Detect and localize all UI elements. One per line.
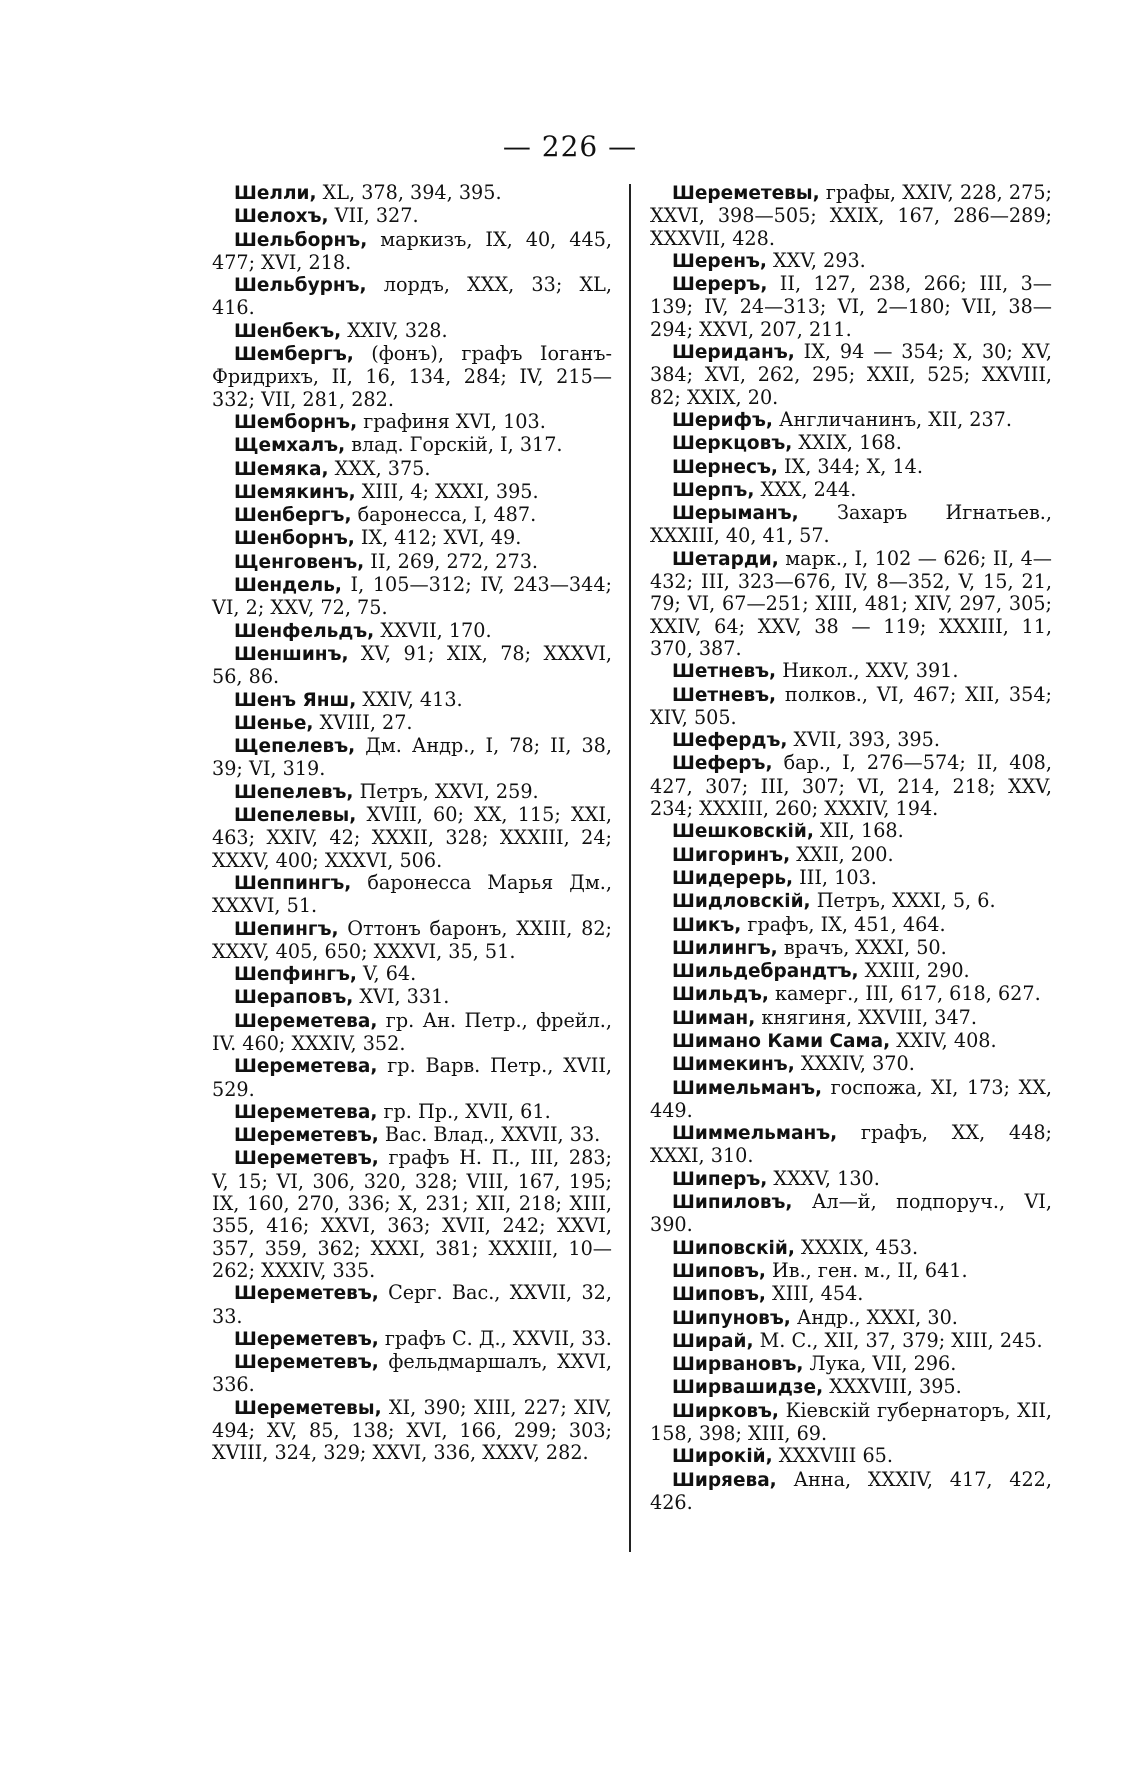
entry-references: XXIV, 408. (890, 1028, 997, 1052)
entry-references: бар., I, 276—574; II, 408, 427, 307; III, 307; VI, 214, 218; XXV, 234; XXXIII, 260; XXXIV, 194. (650, 751, 1052, 821)
index-entry (650, 1307, 1052, 1330)
index-entry (650, 1122, 1052, 1168)
entry-references: III, 103. (793, 865, 877, 889)
entry-name: Шилингъ, (672, 937, 778, 959)
entry-references: XI, 390; XIII, 227; XIV, 494; XV, 85, 138; XVI, 166, 299; 303; XVIII, 324, 329; XXVI, 336, XXXV, 282. (212, 1395, 612, 1465)
entry-name: Шидерерь, (672, 867, 794, 889)
entry-references: лордъ, XXX, 33; XL, 416. (212, 273, 612, 320)
entry-references: V, 64. (356, 962, 417, 986)
entry-name: Шиперъ, (672, 1168, 768, 1190)
entry-name: Шемборнъ, (234, 411, 358, 433)
entry-name: Шереметева, (234, 1056, 378, 1078)
entry-name: Шенье, (234, 712, 314, 734)
entry-references: VII, 327. (328, 204, 419, 228)
index-entry (650, 1191, 1052, 1237)
entry-name: Ширвановъ, (672, 1354, 804, 1376)
entry-name: Шетарди, (672, 548, 779, 570)
entry-name: Шеппингъ, (234, 872, 352, 894)
entry-references: XVII, 393, 395. (787, 728, 940, 752)
index-entry (212, 1101, 612, 1124)
left-column (212, 182, 612, 1465)
entry-name: Шильдъ, (672, 984, 769, 1006)
entry-name: Щепелевъ, (234, 736, 356, 758)
index-entry (650, 890, 1052, 913)
index-entry (212, 458, 612, 481)
entry-references: II, 127, 238, 266; III, 3—139; IV, 24—313; VI, 2—180; VII, 38—294; XXVI, 207, 211. (650, 272, 1052, 341)
index-entry (212, 205, 612, 228)
entry-references: Англичанинъ, XII, 237. (772, 407, 1012, 431)
entry-name: Щенговенъ, (234, 551, 365, 573)
index-entry (650, 250, 1052, 273)
entry-name: Шигоринъ, (672, 844, 791, 866)
entry-name: Шельбурнъ, (234, 275, 367, 297)
index-entry (650, 1260, 1052, 1283)
entry-references: XV, 91; XIX, 78; XXXVI, 56, 86. (212, 641, 612, 689)
index-entry (650, 432, 1052, 455)
entry-name: Шепингъ, (234, 918, 339, 940)
entry-references: гр. Пр., XVII, 61. (377, 1099, 551, 1123)
index-entry (212, 804, 612, 872)
entry-name: Шембергъ, (234, 344, 354, 366)
index-entry (650, 1445, 1052, 1468)
entry-name: Шернесъ, (672, 456, 778, 478)
entry-references: Никол., XXV, 391. (776, 659, 959, 683)
entry-name: Шиповъ, (672, 1284, 766, 1306)
index-entry (212, 527, 612, 550)
entry-name: Шепфингъ, (234, 964, 357, 986)
entry-references: XII, 168. (813, 819, 904, 843)
entry-name: Шельборнъ, (234, 229, 368, 251)
entry-references: графы, XXIV, 228, 275; XXVI, 398—505; XXIX, 167, 286—289; XXXVII, 428. (650, 181, 1052, 250)
index-entry (212, 781, 612, 804)
entry-references: Серг. Вас., XXVII, 32, 33. (212, 1281, 612, 1328)
index-entry (212, 1328, 612, 1351)
entry-name: Шереръ, (672, 274, 768, 296)
entry-references: камерг., III, 617, 618, 627. (768, 982, 1041, 1006)
entry-name: Шимельманъ, (672, 1077, 823, 1099)
entry-name: Ширвашидзе, (672, 1377, 824, 1399)
entry-references: врачъ, XXXI, 50. (777, 935, 947, 959)
index-entry (650, 983, 1052, 1006)
index-entry (650, 1330, 1052, 1353)
entry-references: графъ, IX, 451, 464. (741, 912, 946, 936)
entry-name: Ширковъ, (672, 1400, 779, 1422)
entry-references: маркизъ, IX, 40, 445, 477; XVI, 218. (212, 227, 612, 274)
entry-references: баронесса, I, 487. (351, 503, 537, 527)
entry-name: Шереметевъ, (234, 1125, 379, 1147)
entry-name: Щемхалъ, (234, 435, 346, 457)
entry-name: Шенбергъ, (234, 505, 352, 527)
entry-name: Шеркцовъ, (672, 433, 793, 455)
entry-references: IX, 94 — 354; X, 30; XV, 384; XVI, 262, 295; XXII, 525; XXVIII, 82; XXIX, 20. (650, 340, 1052, 409)
entry-name: Шелохъ, (234, 206, 329, 228)
index-entry (212, 229, 612, 275)
index-entry (212, 872, 612, 918)
index-entry (212, 986, 612, 1009)
entry-references: XL, 378, 394, 395. (316, 181, 502, 204)
entry-name: Шенбекъ, (234, 320, 342, 342)
entry-references: XXIX, 168. (792, 431, 902, 455)
entry-references: Петръ, XXXI, 5, 6. (810, 889, 996, 913)
index-entry (212, 1124, 612, 1147)
entry-references: гр. Варв. Петр., XVII, 529. (212, 1054, 612, 1101)
entry-references: I, 105—312; IV, 243—344; VI, 2; XXV, 72, 75. (212, 573, 612, 620)
index-entry (212, 343, 612, 411)
entry-references: баронесса Марья Дм., XXXVI, 51. (212, 870, 612, 918)
entry-references: XXXVIII 65. (772, 1444, 893, 1468)
index-entry (650, 409, 1052, 432)
index-entry (212, 918, 612, 964)
entry-name: Шиман, (672, 1007, 756, 1029)
entry-references: госпожа, XI, 173; XX, 449. (650, 1075, 1052, 1122)
entry-references: влад. Горскій, I, 317. (345, 433, 563, 457)
index-entry (650, 820, 1052, 843)
index-entry (650, 502, 1052, 548)
entry-references: XXIII, 290. (858, 959, 970, 983)
entry-references: Кіевскій губернаторъ, XII, 158, 398; XIII, 69. (650, 1398, 1052, 1446)
entry-references: графъ, XX, 448; XXXI, 310. (650, 1121, 1052, 1168)
index-entry (212, 689, 612, 712)
entry-references: Ал—й, подпоруч., VI, 390. (650, 1190, 1052, 1237)
entry-references: графъ С. Д., XXVII, 33. (378, 1326, 612, 1350)
index-entry (212, 1282, 612, 1328)
index-entry (212, 434, 612, 457)
entry-name: Шепелевы, (234, 805, 357, 827)
entry-references: XXXIX, 453. (794, 1235, 919, 1259)
index-entry (212, 411, 612, 434)
entry-name: Шемяка, (234, 458, 329, 480)
index-entry (650, 1077, 1052, 1123)
index-entry (650, 456, 1052, 479)
entry-name: Шетневъ, (672, 684, 777, 706)
index-entry (650, 273, 1052, 341)
entry-name: Шефердъ, (672, 730, 788, 752)
entry-references: XXIV, 413. (356, 687, 463, 711)
entry-references: (фонъ), графъ Іоганъ-Фридрихъ, II, 16, 134, 284; IV, 215—332; VII, 281, 282. (212, 342, 612, 411)
entry-references: графиня XVI, 103. (357, 409, 546, 433)
entry-name: Шериданъ, (672, 342, 795, 364)
index-entry (650, 1469, 1052, 1515)
entry-references: XXX, 375. (328, 456, 431, 480)
entry-name: Шереметевы, (234, 1397, 382, 1419)
entry-name: Шереметева, (234, 1010, 378, 1032)
index-entry (212, 481, 612, 504)
entry-references: Оттонъ баронъ, XXIII, 82; XXXV, 405, 650; XXXVI, 35, 51. (212, 916, 612, 963)
index-entry (212, 1147, 612, 1282)
entry-name: Шимано Ками Сама, (672, 1030, 891, 1052)
index-entry (650, 1376, 1052, 1399)
index-entry (650, 684, 1052, 730)
entry-name: Шильдебрандтъ, (672, 961, 859, 983)
entry-references: XXXV, 130. (767, 1166, 880, 1190)
entry-references: Дм. Андр., I, 78; II, 38, 39; VI, 319. (212, 734, 612, 781)
entry-name: Шипуновъ, (672, 1307, 791, 1329)
entry-name: Широкій, (672, 1446, 773, 1468)
entry-references: гр. Ан. Петр., фрейл., IV. 460; XXXIV, 352. (212, 1008, 612, 1055)
index-entry (650, 548, 1052, 660)
entry-name: Шереметевъ, (234, 1328, 379, 1350)
index-entry (212, 643, 612, 689)
index-entry (212, 712, 612, 735)
entry-name: Шешковскій, (672, 821, 814, 843)
index-entry (650, 1400, 1052, 1446)
entry-references: Вас. Влад., XXVII, 33. (378, 1123, 601, 1147)
entry-name: Шереметевы, (672, 183, 820, 204)
index-entry (650, 1007, 1052, 1030)
entry-name: Шиммельманъ, (672, 1123, 838, 1145)
entry-references: Захаръ Игнатьев., XXXIII, 40, 41, 57. (650, 501, 1052, 548)
entry-name: Шереметевъ, (234, 1148, 379, 1170)
page-number: — 226 — (502, 130, 638, 163)
index-entry (212, 1351, 612, 1397)
entry-name: Шепелевъ, (234, 781, 354, 803)
entry-name: Шереметевъ, (234, 1283, 379, 1305)
entry-references: XXII, 200. (790, 842, 894, 866)
entry-references: II, 269, 272, 273. (364, 549, 539, 573)
entry-references: XXXIV, 370. (794, 1052, 915, 1076)
entry-references: Лука, VII, 296. (803, 1352, 957, 1376)
index-entry (650, 479, 1052, 502)
index-entry (650, 752, 1052, 820)
entry-name: Ширяева, (672, 1469, 777, 1491)
entry-name: Шелли, (234, 183, 317, 204)
entry-name: Шетневъ, (672, 661, 777, 683)
index-entry (650, 844, 1052, 867)
entry-references: XXXVIII, 395. (823, 1375, 962, 1399)
entry-name: Шеферъ, (672, 753, 773, 775)
entry-references: IX, 344; X, 14. (777, 454, 923, 478)
entry-references: Андр., XXXI, 30. (790, 1305, 958, 1329)
index-entry (650, 1283, 1052, 1306)
index-entry (212, 735, 612, 781)
index-entry (212, 963, 612, 986)
index-entry (212, 620, 612, 643)
entry-name: Шерыманъ, (672, 503, 799, 525)
entry-references: Петръ, XXVI, 259. (353, 779, 539, 803)
entry-name: Шиповскій, (672, 1237, 795, 1259)
index-entry (212, 504, 612, 527)
index-entry (212, 182, 612, 205)
index-entry (212, 1397, 612, 1465)
entry-name: Шендель, (234, 575, 342, 597)
entry-references: полков., VI, 467; XII, 354; XIV, 505. (650, 682, 1052, 729)
entry-references: XXVII, 170. (374, 618, 492, 642)
entry-name: Шереметевъ, (234, 1352, 379, 1374)
index-entry (650, 341, 1052, 409)
entry-name: Ширай, (672, 1330, 754, 1352)
entry-references: XVI, 331. (353, 985, 450, 1009)
entry-references: XXIV, 328. (341, 318, 448, 342)
entry-name: Шикъ, (672, 914, 742, 936)
entry-name: Шерифъ, (672, 409, 773, 431)
index-entry (650, 937, 1052, 960)
entry-name: Шенфельдъ, (234, 620, 375, 642)
entry-references: XIII, 4; XXXI, 395. (355, 479, 539, 503)
index-entry (650, 1030, 1052, 1053)
entry-references: княгиня, XXVIII, 347. (755, 1005, 977, 1029)
index-entry (212, 320, 612, 343)
index-entry (212, 274, 612, 320)
entry-name: Шипиловъ, (672, 1192, 793, 1214)
index-entry (212, 1055, 612, 1101)
entry-references: XXV, 293. (766, 248, 866, 272)
entry-name: Шимекинъ, (672, 1054, 795, 1076)
index-entry (650, 729, 1052, 752)
entry-name: Шемякинъ, (234, 481, 356, 503)
entry-references: М. С., XII, 37, 379; XIII, 245. (753, 1328, 1043, 1352)
index-entry (650, 182, 1052, 250)
index-entry (212, 551, 612, 574)
index-entry (650, 660, 1052, 683)
index-entry (650, 1353, 1052, 1376)
entry-references: графъ Н. П., III, 283; V, 15; VI, 306, 320, 328; VIII, 167, 195; IX, 160, 270, 336; X, 231; XII, 218; XIII, 355, 416; XXVI, 363; XVII, 242; XXVI, 357, 359, 362; XXXI, 381; XXXIII, 10—262; XXXIV, 335. (212, 1146, 612, 1282)
entry-name: Шенъ Янш, (234, 689, 357, 711)
index-entry (650, 867, 1052, 890)
entry-references: Ив., ген. м., II, 641. (765, 1258, 968, 1282)
entry-name: Шидловскій, (672, 891, 811, 913)
entry-name: Шеренъ, (672, 250, 767, 272)
entry-references: XVIII, 27. (313, 710, 413, 734)
entry-references: марк., I, 102 — 626; II, 4—432; III, 323—676, IV, 8—352, V, 15, 21, 79; VI, 67—251; XIII, 481; XIV, 297, 305; XXIV, 64; XXV, 38 — 119; XXXIII, 11, 370, 387. (650, 546, 1052, 660)
entry-references: фельдмаршалъ, XXVI, 336. (212, 1350, 612, 1397)
index-entry (212, 574, 612, 620)
entry-references: XIII, 454. (765, 1282, 864, 1306)
entry-references: XXX, 244. (754, 477, 857, 501)
index-entry (650, 1237, 1052, 1260)
entry-name: Шераповъ, (234, 987, 354, 1009)
index-entry (650, 960, 1052, 983)
index-entry (650, 1168, 1052, 1191)
entry-name: Шеншинъ, (234, 643, 349, 665)
index-entry (650, 1053, 1052, 1076)
entry-name: Шерпъ, (672, 479, 755, 501)
entry-name: Шиповъ, (672, 1260, 766, 1282)
right-column (650, 182, 1052, 1514)
index-entry (212, 1010, 612, 1056)
entry-references: XVIII, 60; XX, 115; XXI, 463; XXIV, 42; XXXII, 328; XXXIII, 24; XXXV, 400; XXXVI, 506. (212, 803, 612, 872)
column-divider (629, 184, 631, 1552)
entry-name: Шенборнъ, (234, 528, 355, 550)
entry-name: Шереметева, (234, 1101, 378, 1123)
entry-references: Анна, XXXIV, 417, 422, 426. (650, 1467, 1052, 1514)
index-entry (650, 914, 1052, 937)
entry-references: IX, 412; XVI, 49. (354, 526, 522, 550)
